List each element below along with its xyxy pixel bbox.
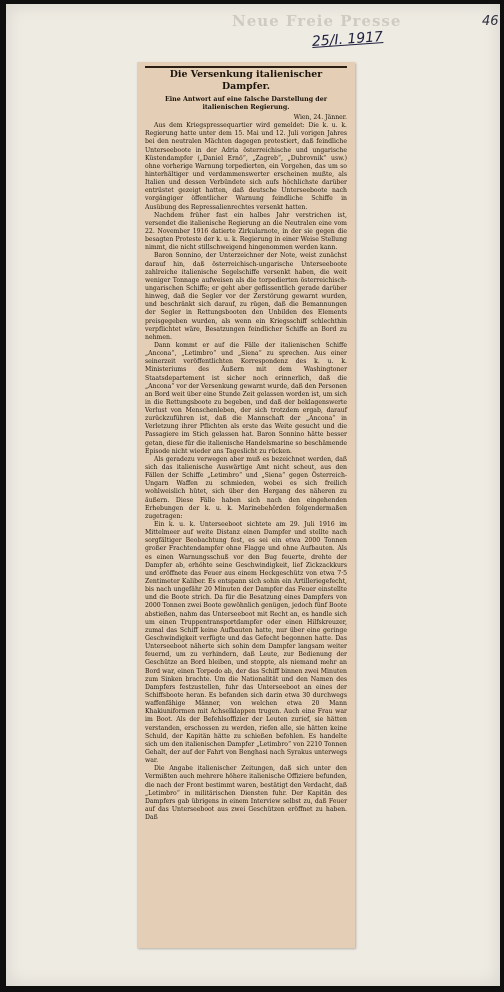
- article-paragraph: Als geradezu verwegen aber muß es bezeichnet werden, daß sich das italienische Auswärtige Amt nicht scheut, aus den Fällen der Schiffe „Letimbro“ und „Siena“ gegen Österreich-Ungarn Waffen zu schmieden, wobei es sich freilich wohlweislich hütet, sich über den Hergang des näheren zu äußern. Diese Fälle haben sich nach den eingehenden Erhebungen der k. u. k. Marinebehörden folgendermaßen zugetragen:: [145, 455, 347, 520]
- article-paragraph: Dann kommt er auf die Fälle der italienischen Schiffe „Ancona“, „Letimbro“ und „Siena“ zu sprechen. Aus einer seinerzeit veröffentlichten Korrespondenz des k. u. k. Ministeriums des Äußern mit dem Washingtoner Staatsdepartement ist sicher noch erinnerlich, daß die „Ancona“ vor der Versenkung gewarnt wurde, daß den Personen an Bord weit über eine Stunde Zeit gelassen worden ist, um sich in die Rettungsboote zu begeben, und daß der beklagenswerte Verlust von Menschenleben, der sich trotzdem ergab, darauf zurückzuführen ist, daß die Mannschaft der „Ancona“ in Verletzung ihrer Pflichten als erste das Weite gesucht und die Passagiere im Stich gelassen hat. Baron Sonnino hätte besser getan, diese für die italienische Handelsmarine so beschämende Episode nicht wieder ans Tageslicht zu rücken.: [145, 341, 347, 455]
- article-paragraph: Ein k. u. k. Unterseeboot sichtete am 29. Juli 1916 im Mittelmeer auf weite Distanz einen Dampfer und stellte nach sorgfältiger Beobachtung fest, es sei ein etwa 2000 Tonnen großer Frachtendampfer ohne Flagge und ohne Aufbauten. Als es einen Warnungsschuß vor den Bug feuerte, drehte der Dampfer ab, erhöhte seine Geschwindigkeit, lief Zickzackkurs und eröffnete das Feuer aus einem Heckgeschütz von etwa 7·5 Zentimeter Kaliber. Es entspann sich sohin ein Artilleriegefecht, bis nach ungefähr 20 Minuten der Dampfer das Feuer einstellte und die Boote strich. Da für die Besatzung eines Dampfers von 2000 Tonnen zwei Boote gewöhnlich genügen, jedoch fünf Boote abstießen, nahm das Unterseeboot mit Recht an, es handle sich um einen Truppentransportdampfer oder einen Hilfskreuzer, zumal das Schiff keine Aufbauten hatte, nur über eine geringe Geschwindigkeit verfügte und das Gefecht begonnen hatte. Das Unterseeboot näherte sich sohin dem Dampfer langsam weiter feuernd, um zu verhindern, daß Leute, zur Bedienung der Geschütze an Bord bleiben, und stoppte, als niemand mehr an Bord war, einen Torpedo ab, der das Schiff binnen zwei Minuten zum Sinken brachte. Um die Nationalität und den Namen des Dampfers festzustellen, fuhr das Unterseeboot an eines der Schiffsboote heran. Es befanden sich darin etwa 30 durchwegs waffenfähige Männer, von welchen etwa 20 Mann Khakiuniformen mit Achselklappen trugen. Auch eine Frau war im Boot. Als der Befehlsoffizier der Leuten zurief, sie hätten verstanden, erschossen zu werden, riefen alle, sie hätten keine Schuld, der Kapitän hätte zu schießen befohlen. Es handelte sich um den italienischen Dampfer „Letimbro“ von 2210 Tonnen Gehalt, der auf der Fahrt von Benghasi nach Syrakus unterwegs war.: [145, 521, 347, 765]
- article-body: [145, 122, 347, 822]
- newspaper-clipping: [137, 62, 355, 948]
- article-paragraph: Baron Sonnino, der Unterzeichner der Note, weist zunächst darauf hin, daß österreichisch-ungarische Unterseeboote zahlreiche italienische Segelschiffe versenkt haben, die weit weniger Tonnage aufweisen als die torpedierten österreichisch-ungarischen Schiffe; er geht aber geflissentlich gerade darüber hinweg, daß die Segler vor der Zerstörung gewarnt wurden, und beschränkt sich darauf, zu rügen, daß die Bemannungen der Segler in Rettungsbooten den Unbilden des Elements preisgegeben wurden, als wenn ein Kriegsschiff schlechthin verpflichtet wäre, Besatzungen feindlicher Schiffe an Bord zu nehmen.: [145, 252, 347, 341]
- article-title: Die Versenkung italienischer Dampfer.: [145, 66, 347, 95]
- handwritten-date: 25/I. 1917: [311, 29, 384, 50]
- article-paragraph: Aus dem Kriegspressequartier wird gemeldet: Die k. u. k. Regierung hatte unter dem 15. Mai und 12. Juli vorigen Jahres bei den neutralen Mächten dagegen protestiert, daß feindliche Unterseeboote in der Adria österreichische und ungarische Küstendampfer („Daniel Ernö“, „Zagreb“, „Dubrovnik“ usw.) ohne vorherige Warnung torpedierten, ein Vorgehen, das um so hinterhältiger und verdammenswerter erscheinen mußte, als Italien und dessen Verbündete sich aufs höchlichste darüber entrüstet gezeigt hatten, daß deutsche Unterseeboote nach vorgängiger öffentlicher Warnung feindliche Schiffe in Ausübung des Repressalienrechtes versenkt hatten.: [145, 122, 347, 211]
- article-subtitle: Eine Antwort auf eine falsche Darstellung der italienischen Regierung.: [164, 96, 328, 111]
- newspaper-stamp: Neue Freie Presse: [232, 12, 402, 30]
- article-dateline: Wien, 24. Jänner.: [293, 114, 347, 121]
- page-number: 46: [482, 14, 499, 29]
- article-paragraph: Nachdem früher fast ein halbes Jahr verstrichen ist, versendet die italienische Regierung an die Neutralen eine vom 22. November 1916 datierte Zirkularnote, in der sie gegen die besagten Proteste der k. u. k. Regierung in einer Weise Stellung nimmt, die nicht stillschweigend hingenommen werden kann.: [145, 211, 347, 252]
- article-paragraph: Die Angabe italienischer Zeitungen, daß sich unter den Vermißten auch mehrere höhere italienische Offiziere befunden, die nach der Front bestimmt waren, bestätigt den Verdacht, daß „Letimbro“ in militärischen Diensten fuhr. Der Kapitän des Dampfers gab übrigens in einem Interview selbst zu, daß Feuer auf das Unterseeboot aus zwei Geschützen eröffnet zu haben. Daß: [145, 765, 347, 822]
